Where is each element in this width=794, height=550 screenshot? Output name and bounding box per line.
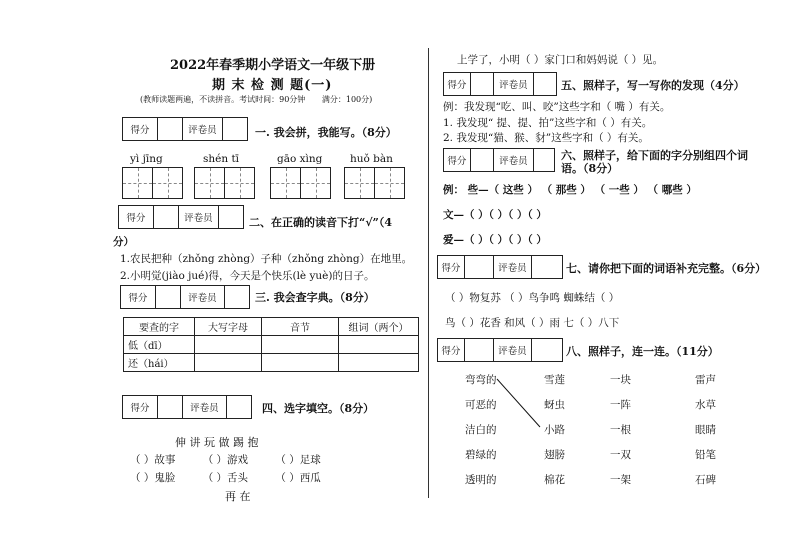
- section-7-row-1: （ ）物复苏 （ ）鸟争鸣 蜘蛛结（ ）: [445, 292, 620, 304]
- section-6-row-2: 爱—（ ）（ ）（ ）（ ）: [443, 234, 547, 246]
- extra-characters: 再 在: [225, 490, 251, 503]
- match-word[interactable]: 一双: [610, 449, 631, 461]
- section-7-title: 七、请你把下面的词语补充完整。（6分）: [566, 262, 767, 275]
- fill-item: （ ）舌头: [202, 472, 249, 484]
- grader-label: 评卷员: [494, 256, 533, 278]
- pinyin-2: shén tī: [203, 153, 240, 165]
- match-word[interactable]: 弯弯的: [465, 374, 497, 386]
- section-1-title: 一. 我会拼，我能写。（8分）: [255, 126, 397, 139]
- match-word[interactable]: 一架: [610, 474, 631, 486]
- score-label: 得分: [438, 339, 465, 361]
- match-word[interactable]: 眼睛: [695, 424, 716, 436]
- section-2-title: 二、在正确的读音下打“√”（4: [249, 216, 393, 229]
- match-word[interactable]: 翅膀: [544, 449, 565, 461]
- match-word[interactable]: 棉花: [544, 474, 565, 486]
- match-word[interactable]: 可恶的: [465, 399, 497, 411]
- table-cell: 还（hái）: [124, 354, 195, 372]
- table-header: 组词（两个）: [339, 318, 419, 336]
- exam-total-score: 满分：100分): [321, 95, 373, 104]
- pinyin-1: yì jīng: [130, 153, 163, 165]
- pinyin-3: gāo xìng: [277, 153, 323, 165]
- match-word[interactable]: 小路: [544, 424, 565, 436]
- section-5-example: 例：我发现“吃、叫、咬”这些字和（ 嘴 ）有关。: [443, 101, 671, 113]
- section-2-title-tail: 分）: [113, 236, 134, 248]
- score-label: 得分: [123, 118, 158, 140]
- score-label: 得分: [119, 206, 154, 228]
- section-6-row-1: 文—（ ）（ ）（ ）（ ）: [443, 209, 547, 221]
- section-8-title: 八、照样子，连一连。（11分）: [566, 345, 719, 358]
- section-5-title: 五、照样子，写一写你的发现（4分）: [561, 79, 745, 92]
- match-word[interactable]: 一阵: [610, 399, 631, 411]
- question-2-2: 2.小明觉(jiào jué)得，今天是个快乐(lè yuè)的日子。: [120, 270, 375, 282]
- grader-label: 评卷员: [183, 118, 224, 140]
- score-label: 得分: [123, 396, 158, 418]
- match-word[interactable]: 洁白的: [465, 424, 497, 436]
- match-word[interactable]: 一块: [610, 374, 631, 386]
- grader-label: 评卷员: [179, 206, 220, 228]
- grader-label: 评卷员: [183, 396, 228, 418]
- section-4-title: 四、选字填空。（8分）: [262, 402, 375, 415]
- match-word[interactable]: 雪莲: [544, 374, 565, 386]
- choice-characters: 伸 讲 玩 做 踢 抱: [175, 436, 259, 449]
- section-6-example: 例： 些—（ 这些 ） （ 那些 ） （ 一些 ） （ 哪些 ）: [443, 184, 697, 196]
- section-6-title-line2: 语。（8分）: [561, 162, 619, 175]
- table-header: 音节: [262, 318, 339, 336]
- match-word[interactable]: 一根: [610, 424, 631, 436]
- right-top-line: 上学了，小明（ ）家门口和妈妈说（ ）见。: [457, 54, 664, 66]
- table-cell: 低（dī）: [124, 336, 195, 354]
- page-subtitle: 期 末 检 测 题(一): [212, 78, 333, 93]
- score-label: 得分: [444, 149, 471, 171]
- section-7-row-2: 鸟（ ）花香 和风（ ）雨 七（ ）八下: [445, 317, 620, 329]
- match-word[interactable]: 水草: [695, 399, 716, 411]
- question-2-1: 1.农民把种（zhǒng zhòng）子种（zhǒng zhòng）在地里。: [120, 253, 413, 265]
- grader-label: 评卷员: [494, 149, 535, 171]
- page-title: 2022年春季期小学语文一年级下册: [170, 58, 376, 73]
- match-word[interactable]: 蚜虫: [544, 399, 565, 411]
- match-word[interactable]: 石碑: [695, 474, 716, 486]
- fill-item: （ ）游戏: [202, 454, 249, 466]
- score-label: 得分: [444, 73, 471, 95]
- section-6-title: 六、照样子，给下面的字分别组四个词: [561, 149, 748, 162]
- fill-item: （ ）故事: [130, 454, 176, 466]
- section-5-q2: 2. 我发现“猫、猴、豺”这些字和（ ）有关。: [443, 132, 649, 144]
- pinyin-4: huǒ bàn: [350, 153, 393, 165]
- grader-label: 评卷员: [494, 339, 533, 361]
- match-word[interactable]: 铅笔: [695, 449, 716, 461]
- match-word[interactable]: 碧绿的: [465, 449, 497, 461]
- match-word[interactable]: 雷声: [695, 374, 716, 386]
- table-header: 大写字母: [195, 318, 262, 336]
- grader-label: 评卷员: [494, 73, 535, 95]
- exam-time: (教师读题两遍，不读拼音。考试时间：90分钟: [140, 95, 306, 104]
- section-3-title: 三. 我会查字典。（8分）: [255, 291, 375, 304]
- score-label: 得分: [121, 286, 156, 308]
- fill-item: （ ）西瓜: [275, 472, 321, 484]
- table-header: 要查的字: [124, 318, 195, 336]
- score-label: 得分: [438, 256, 465, 278]
- section-5-q1: 1. 我发现“ 提、提、拍”这些字和（ ）有关。: [443, 117, 653, 129]
- fill-item: （ ）足球: [275, 454, 321, 466]
- fill-item: （ ）鬼脸: [130, 472, 176, 484]
- match-word[interactable]: 透明的: [465, 474, 497, 486]
- grader-label: 评卷员: [181, 286, 226, 308]
